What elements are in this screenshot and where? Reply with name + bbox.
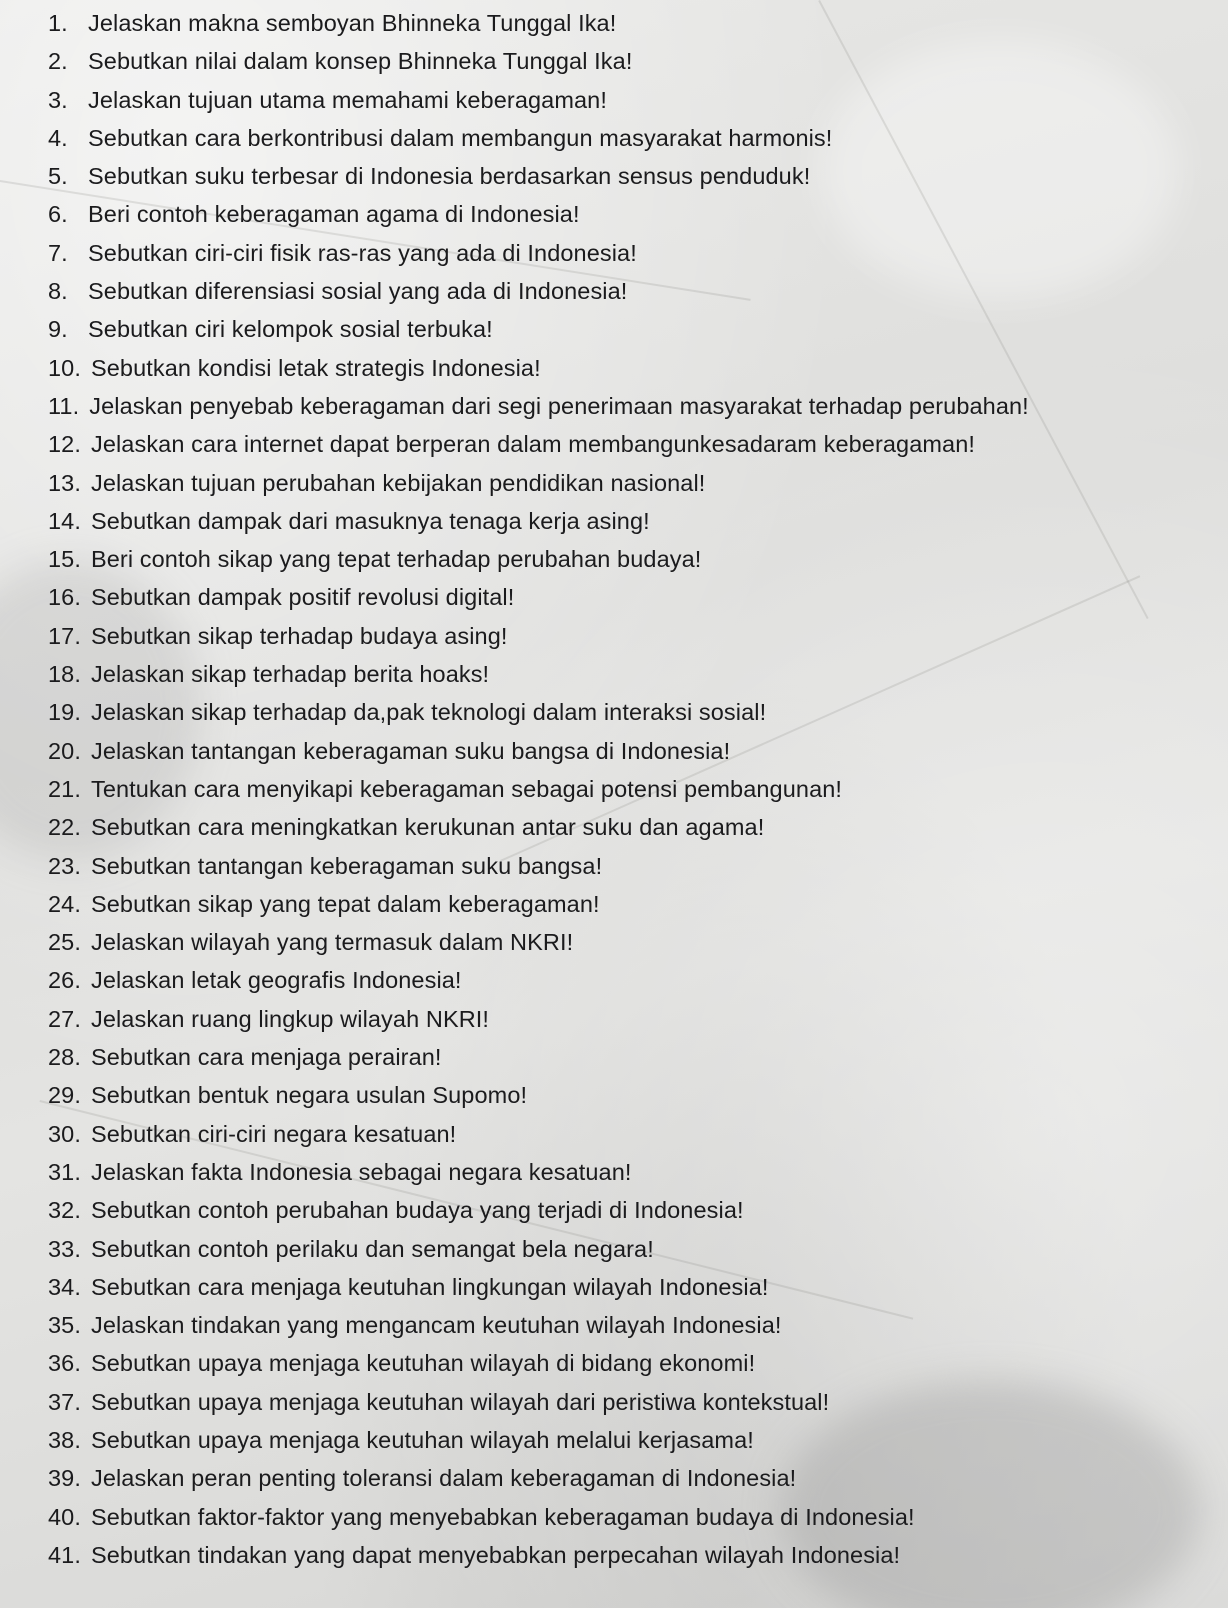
question-item <box>48 808 1208 846</box>
question-number: 40. <box>48 1503 81 1530</box>
question-number: 33. <box>48 1235 81 1262</box>
question-number: 16. <box>48 584 81 611</box>
question-item <box>48 349 1208 387</box>
question-number: 28. <box>48 1044 81 1071</box>
question-text: Jelaskan ruang lingkup wilayah NKRI! <box>90 1005 490 1032</box>
question-text: Sebutkan dampak positif revolusi digital! <box>90 584 515 611</box>
question-item <box>48 1153 1208 1191</box>
question-item <box>48 540 1208 578</box>
question-item <box>48 157 1208 195</box>
question-item <box>48 847 1208 885</box>
question-text: Jelaskan tantangan keberagaman suku bangsa di Indonesia! <box>90 737 731 764</box>
question-list <box>48 4 1208 1574</box>
question-item <box>48 961 1208 999</box>
question-text: Sebutkan sikap yang tepat dalam keberagaman! <box>90 890 600 917</box>
question-item <box>48 119 1208 157</box>
question-number: 21. <box>48 775 81 802</box>
question-item <box>48 387 1208 425</box>
question-text: Sebutkan contoh perilaku dan semangat bela negara! <box>90 1235 654 1262</box>
question-number: 37. <box>48 1388 81 1415</box>
question-text: Jelaskan tujuan utama memahami keberagaman! <box>88 86 607 113</box>
question-number: 38. <box>48 1426 81 1453</box>
question-text: Sebutkan upaya menjaga keutuhan wilayah dari peristiwa kontekstual! <box>90 1388 830 1415</box>
question-number: 27. <box>48 1005 81 1032</box>
question-item <box>48 502 1208 540</box>
question-text: Sebutkan upaya menjaga keutuhan wilayah di bidang ekonomi! <box>90 1350 756 1377</box>
question-number: 23. <box>48 852 81 879</box>
question-number: 29. <box>48 1082 81 1109</box>
question-text: Tentukan cara menyikapi keberagaman sebagai potensi pembangunan! <box>90 775 843 802</box>
question-number: 9. <box>48 316 68 343</box>
question-text: Sebutkan dampak dari masuknya tenaga kerja asing! <box>90 507 650 534</box>
question-number: 36. <box>48 1350 81 1377</box>
question-item <box>48 1000 1208 1038</box>
question-number: 14. <box>48 507 81 534</box>
question-item <box>48 1498 1208 1536</box>
question-item <box>48 885 1208 923</box>
question-number: 35. <box>48 1312 81 1339</box>
question-text: Jelaskan sikap terhadap berita hoaks! <box>90 661 490 688</box>
question-number: 32. <box>48 1197 81 1224</box>
question-text: Beri contoh keberagaman agama di Indonesia! <box>88 201 580 228</box>
question-number: 18. <box>48 661 81 688</box>
question-item <box>48 617 1208 655</box>
question-item <box>48 425 1208 463</box>
question-item <box>48 1268 1208 1306</box>
question-item <box>48 1191 1208 1229</box>
question-number: 4. <box>48 124 68 151</box>
question-item <box>48 195 1208 233</box>
question-text: Sebutkan nilai dalam konsep Bhinneka Tunggal Ika! <box>88 48 633 75</box>
question-item <box>48 1038 1208 1076</box>
question-text: Sebutkan kondisi letak strategis Indonesia! <box>90 354 541 381</box>
question-item <box>48 578 1208 616</box>
question-item <box>48 1459 1208 1497</box>
question-text: Jelaskan tujuan perubahan kebijakan pendidikan nasional! <box>90 469 706 496</box>
question-item <box>48 1230 1208 1268</box>
question-text: Sebutkan ciri kelompok sosial terbuka! <box>88 316 493 343</box>
question-item <box>48 655 1208 693</box>
question-number: 30. <box>48 1120 81 1147</box>
question-number: 15. <box>48 546 81 573</box>
question-text: Sebutkan bentuk negara usulan Supomo! <box>90 1082 528 1109</box>
question-text: Jelaskan wilayah yang termasuk dalam NKRI! <box>90 929 574 956</box>
question-text: Sebutkan cara menjaga perairan! <box>90 1044 442 1071</box>
question-item <box>48 42 1208 80</box>
question-number: 20. <box>48 737 81 764</box>
question-text: Jelaskan peran penting toleransi dalam keberagaman di Indonesia! <box>90 1465 797 1492</box>
question-number: 5. <box>48 163 68 190</box>
question-number: 7. <box>48 239 68 266</box>
question-text: Sebutkan sikap terhadap budaya asing! <box>90 622 508 649</box>
question-number: 10. <box>48 354 81 381</box>
question-text: Sebutkan ciri-ciri fisik ras-ras yang ada di Indonesia! <box>88 239 637 266</box>
question-item <box>48 1344 1208 1382</box>
question-text: Jelaskan letak geografis Indonesia! <box>90 967 462 994</box>
question-item <box>48 1536 1208 1574</box>
question-number: 22. <box>48 814 81 841</box>
question-text: Sebutkan upaya menjaga keutuhan wilayah melalui kerjasama! <box>90 1426 754 1453</box>
question-item <box>48 1421 1208 1459</box>
question-number: 31. <box>48 1158 81 1185</box>
question-item <box>48 1115 1208 1153</box>
question-text: Jelaskan fakta Indonesia sebagai negara kesatuan! <box>90 1158 632 1185</box>
question-item <box>48 272 1208 310</box>
question-text: Sebutkan tindakan yang dapat menyebabkan perpecahan wilayah Indonesia! <box>90 1541 901 1568</box>
question-number: 41. <box>48 1541 81 1568</box>
question-number: 12. <box>48 431 81 458</box>
question-text: Sebutkan tantangan keberagaman suku bangsa! <box>90 852 603 879</box>
question-item <box>48 693 1208 731</box>
question-text: Sebutkan diferensiasi sosial yang ada di Indonesia! <box>88 278 628 305</box>
question-number: 11. <box>48 392 80 419</box>
question-item <box>48 464 1208 502</box>
question-text: Beri contoh sikap yang tepat terhadap perubahan budaya! <box>90 546 702 573</box>
question-number: 3. <box>48 86 68 113</box>
question-text: Sebutkan cara menjaga keutuhan lingkungan wilayah Indonesia! <box>90 1273 769 1300</box>
question-item <box>48 310 1208 348</box>
question-text: Sebutkan cara berkontribusi dalam membangun masyarakat harmonis! <box>88 124 833 151</box>
question-number: 34. <box>48 1273 81 1300</box>
question-number: 17. <box>48 622 81 649</box>
question-text: Sebutkan suku terbesar di Indonesia berdasarkan sensus penduduk! <box>88 163 811 190</box>
question-text: Jelaskan penyebab keberagaman dari segi penerimaan masyarakat terhadap perubahan! <box>89 392 1029 419</box>
question-item <box>48 81 1208 119</box>
question-text: Sebutkan cara meningkatkan kerukunan antar suku dan agama! <box>90 814 765 841</box>
question-item <box>48 732 1208 770</box>
question-number: 13. <box>48 469 81 496</box>
question-text: Sebutkan faktor-faktor yang menyebabkan keberagaman budaya di Indonesia! <box>90 1503 915 1530</box>
question-text: Sebutkan ciri-ciri negara kesatuan! <box>90 1120 457 1147</box>
question-text: Jelaskan sikap terhadap da,pak teknologi dalam interaksi sosial! <box>90 699 767 726</box>
question-number: 25. <box>48 929 81 956</box>
question-item <box>48 1076 1208 1114</box>
question-item <box>48 4 1208 42</box>
question-number: 19. <box>48 699 81 726</box>
question-number: 6. <box>48 201 68 228</box>
question-item <box>48 1306 1208 1344</box>
question-number: 8. <box>48 278 68 305</box>
question-item <box>48 1383 1208 1421</box>
question-number: 39. <box>48 1465 81 1492</box>
question-item <box>48 234 1208 272</box>
question-number: 1. <box>48 10 68 36</box>
question-number: 26. <box>48 967 81 994</box>
question-text: Jelaskan tindakan yang mengancam keutuhan wilayah Indonesia! <box>90 1312 782 1339</box>
question-number: 24. <box>48 890 81 917</box>
question-number: 2. <box>48 48 68 75</box>
question-text: Jelaskan makna semboyan Bhinneka Tunggal Ika! <box>88 10 617 36</box>
question-item <box>48 770 1208 808</box>
question-text: Jelaskan cara internet dapat berperan dalam membangunkesadaram keberagaman! <box>90 431 976 458</box>
question-item <box>48 923 1208 961</box>
question-text: Sebutkan contoh perubahan budaya yang terjadi di Indonesia! <box>90 1197 744 1224</box>
